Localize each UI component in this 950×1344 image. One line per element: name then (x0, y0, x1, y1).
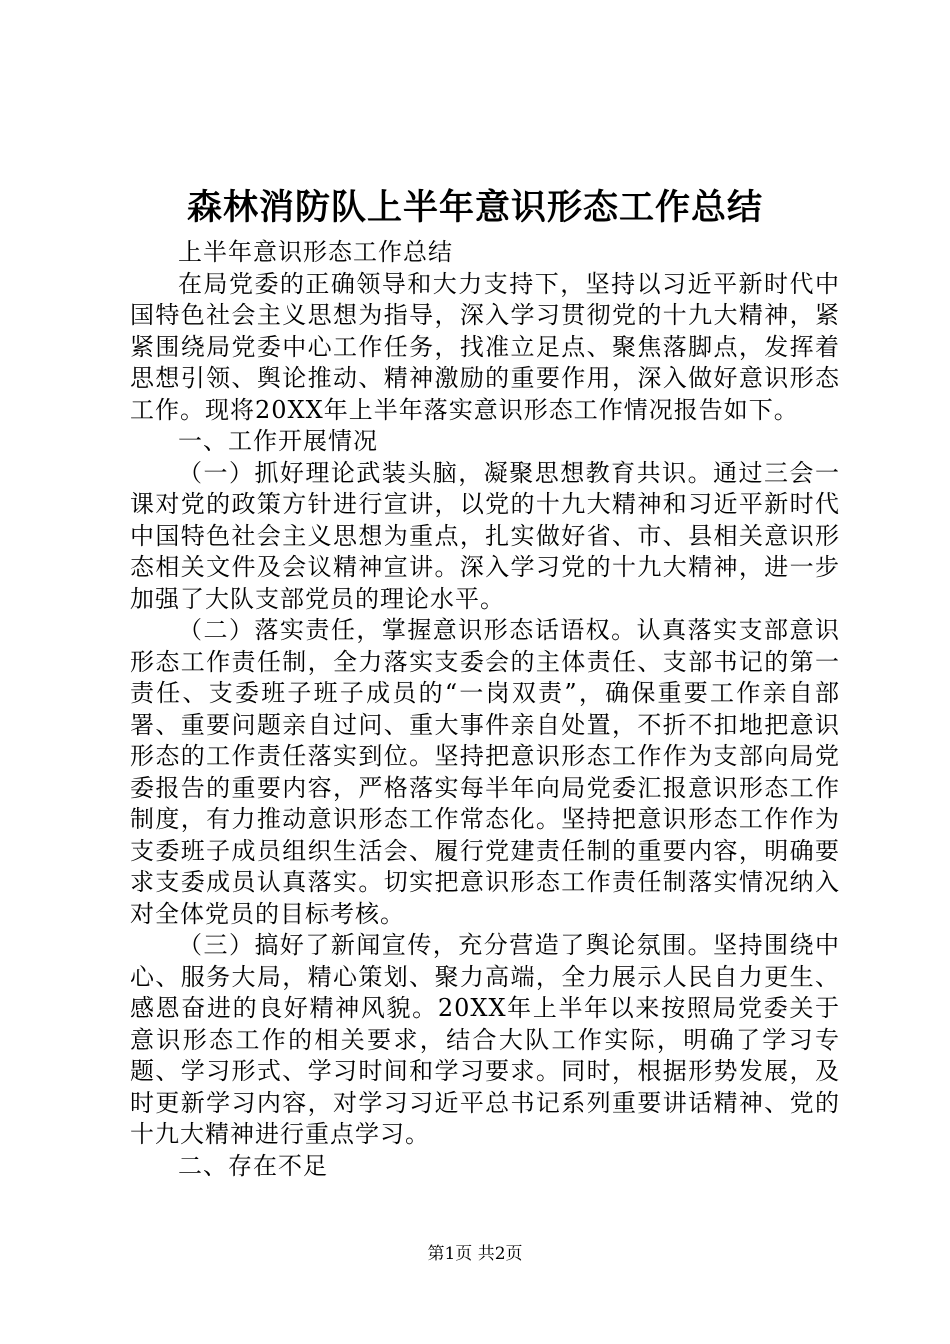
paragraph-item-1: （一）抓好理论武装头脑，凝聚思想教育共识。通过三会一课对党的政策方针进行宣讲，以党的十九大精神和习近平新时代中国特色社会主义思想为重点，扎实做好省、市、县相关意识形态相关文件及会议精神宣讲。深入学习党的十九大精神，进一步加强了大队支部党员的理论水平。 (130, 458, 840, 613)
paragraph-subtitle: 上半年意识形态工作总结 (178, 238, 453, 266)
paragraph-intro: 在局党委的正确领导和大力支持下，坚持以习近平新时代中国特色社会主义思想为指导，深入学习贯彻党的十九大精神，紧紧围绕局党委中心工作任务，找准立足点、聚焦落脚点，发挥着思想引领、舆论推动、精神激励的重要作用，深入做好意识形态工作。现将20XX年上半年落实意识形态工作情况报告如下。 (130, 269, 840, 424)
page-footer: 第1页 共2页 (427, 1244, 523, 1264)
paragraph-item-3: （三）搞好了新闻宣传，充分营造了舆论氛围。坚持围绕中心、服务大局，精心策划、聚力高端，全力展示人民自力更生、感恩奋进的良好精神风貌。20XX年上半年以来按照局党委关于意识形态工作的相关要求，结合大队工作实际，明确了学习专题、学习形式、学习时间和学习要求。同时，根据形势发展，及时更新学习内容，对学习习近平总书记系列重要讲话精神、党的十九大精神进行重点学习。 (130, 931, 840, 1148)
section-heading-shortcomings: 二、存在不足 (178, 1151, 328, 1180)
paragraph-item-2: （二）落实责任，掌握意识形态话语权。认真落实支部意识形态工作责任制，全力落实支委会的主体责任、支部书记的第一责任、支委班子班子成员的“一岗双责”，确保重要工作亲自部署、重要问题亲自过问、重大事件亲自处置，不折不扣地把意识形态的工作责任落实到位。坚持把意识形态工作作为支部向局党委报告的重要内容，严格落实每半年向局党委汇报意识形态工作制度，有力推动意识形态工作常态化。坚持把意识形态工作作为支委班子成员组织生活会、履行党建责任制的重要内容，明确要求支委成员认真落实。切实把意识形态工作责任制落实情况纳入对全体党员的目标考核。 (130, 616, 840, 928)
section-heading-work: 一、工作开展情况 (178, 427, 378, 455)
document-title: 森林消防队上半年意识形态工作总结 (186, 187, 763, 228)
document-body (130, 237, 840, 1182)
